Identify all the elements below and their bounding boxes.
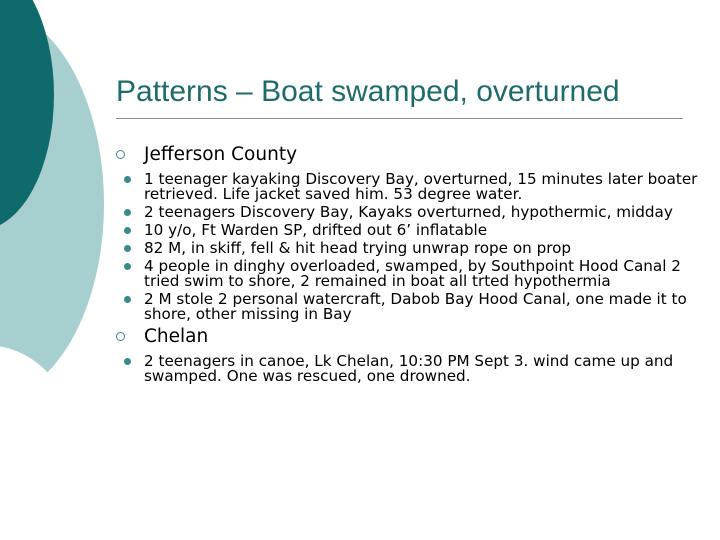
filled-circle-bullet-icon xyxy=(124,245,131,252)
section-heading: Chelan xyxy=(144,326,209,347)
list-item xyxy=(116,292,706,322)
list-item-text: 10 y/o, Ft Warden SP, drifted out 6’ inflatable xyxy=(144,221,488,239)
section-heading: Jefferson County xyxy=(144,144,298,165)
list-item xyxy=(116,354,706,384)
filled-circle-bullet-icon xyxy=(124,358,131,365)
list-item xyxy=(116,205,706,220)
list-item xyxy=(116,259,706,289)
filled-circle-bullet-icon xyxy=(124,176,131,183)
list-item-text: 2 teenagers in canoe, Lk Chelan, 10:30 PM Sept 3. wind came up and swamped. One was rescued, one drowned. xyxy=(144,352,674,385)
white-circle xyxy=(0,345,70,515)
list-item xyxy=(116,241,706,256)
list-item-text: 2 M stole 2 personal watercraft, Dabob Bay Hood Canal, one made it to shore, other missing in Bay xyxy=(144,290,687,323)
section-chelan xyxy=(116,326,706,348)
title-divider xyxy=(116,118,683,119)
filled-circle-bullet-icon xyxy=(124,227,131,234)
list-item xyxy=(116,172,706,202)
list-item-text: 2 teenagers Discovery Bay, Kayaks overturned, hypothermic, midday xyxy=(144,203,673,221)
slide-content xyxy=(116,144,706,388)
filled-circle-bullet-icon xyxy=(124,263,131,270)
list-item-text: 82 M, in skiff, fell & hit head trying unwrap rope on prop xyxy=(144,239,572,257)
chelan-items xyxy=(116,354,706,384)
jefferson-county-items xyxy=(116,172,706,322)
filled-circle-bullet-icon xyxy=(124,209,131,216)
hollow-circle-bullet-icon xyxy=(116,332,125,341)
hollow-circle-bullet-icon xyxy=(116,150,125,159)
list-item xyxy=(116,223,706,238)
decorative-circles xyxy=(0,0,120,540)
list-item-text: 4 people in dinghy overloaded, swamped, by Southpoint Hood Canal 2 tried swim to shore, 2 remained in boat all trted hypothermia xyxy=(144,257,681,290)
slide-title: Patterns – Boat swamped, overturned xyxy=(116,75,620,108)
list-item-text: 1 teenager kayaking Discovery Bay, overturned, 15 minutes later boater retrieved. Life jacket saved him. 53 degree water. xyxy=(144,170,698,203)
section-jefferson-county xyxy=(116,144,706,166)
filled-circle-bullet-icon xyxy=(124,296,131,303)
